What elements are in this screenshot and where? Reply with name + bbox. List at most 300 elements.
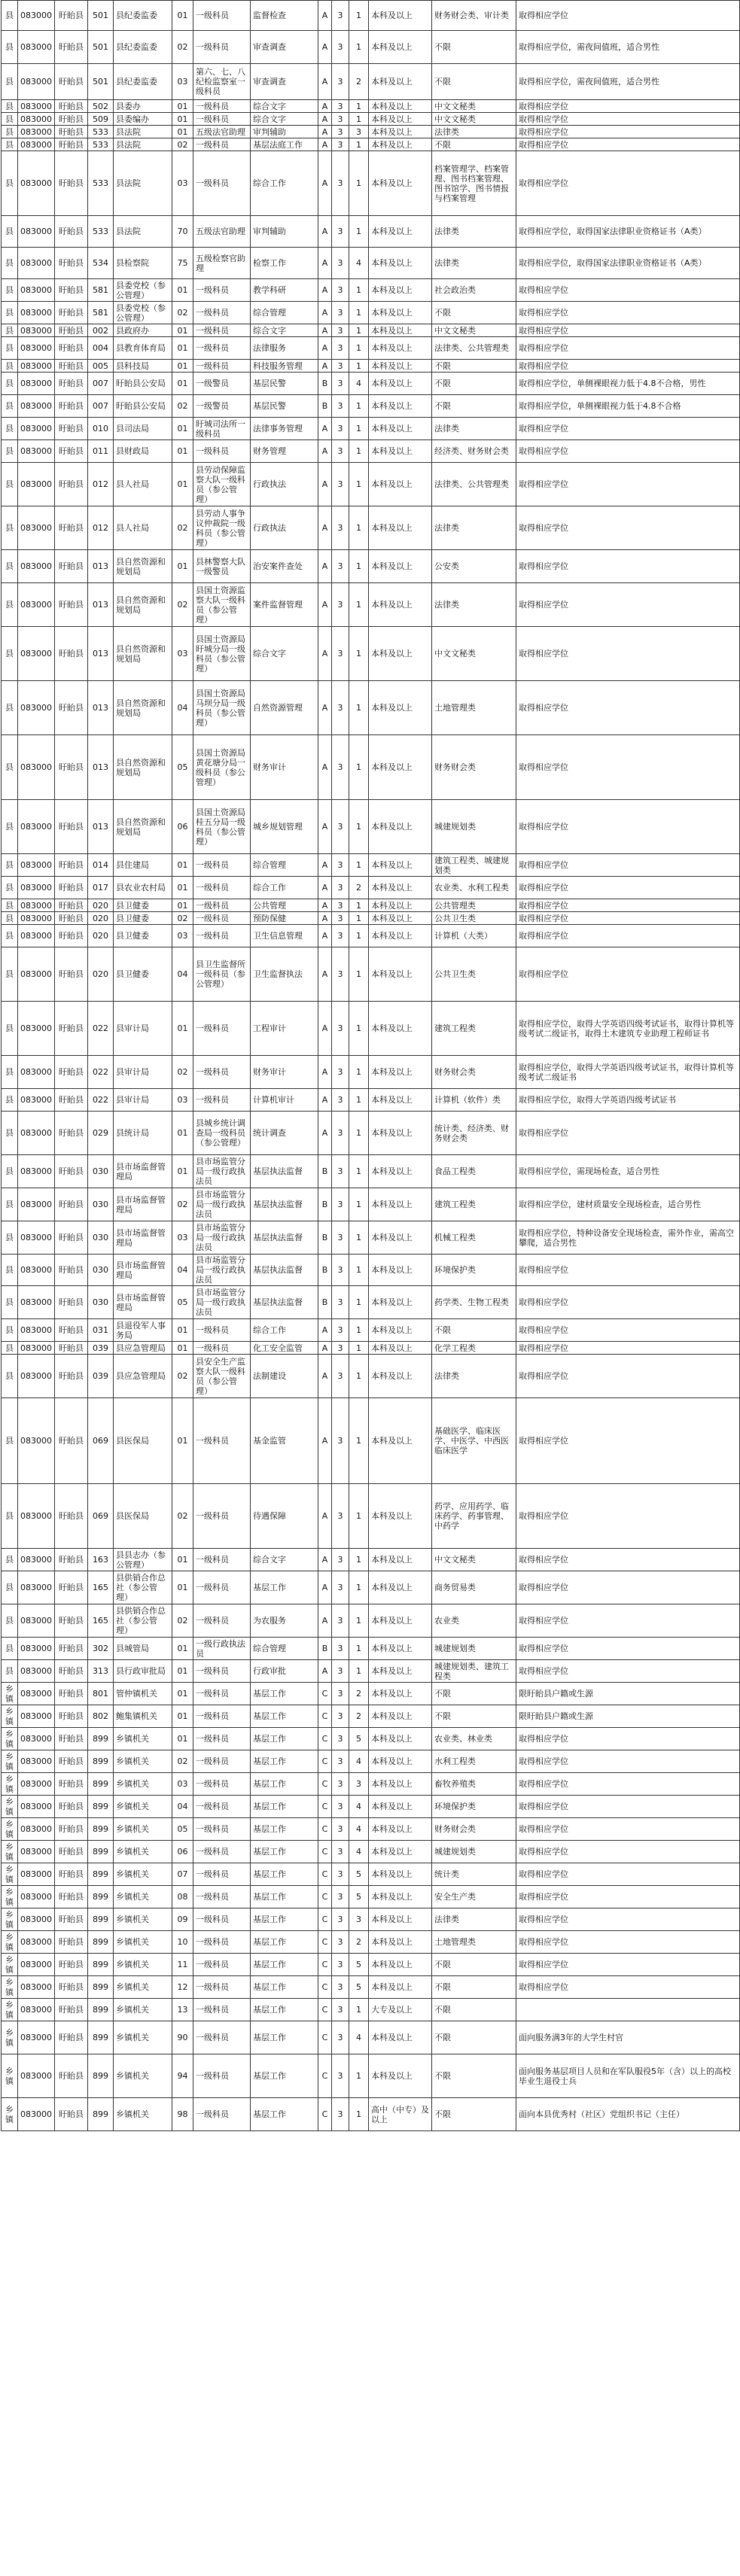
exam-category-cell: C — [318, 1931, 332, 1954]
dept-name-cell: 县医保局 — [114, 1398, 172, 1484]
level-cell: 县 — [2, 800, 18, 854]
level-cell: 县 — [2, 506, 18, 550]
exam-category-cell: C — [318, 1886, 332, 1908]
ratio-cell: 3 — [332, 583, 349, 627]
county-cell: 盱眙县 — [55, 64, 88, 100]
headcount-cell: 5 — [349, 1886, 369, 1908]
education-cell: 本科及以上 — [369, 395, 432, 418]
position-name-cell: 一级科员 — [193, 1604, 251, 1638]
table-body — [2, 1, 740, 2131]
region-code-cell: 083000 — [18, 854, 55, 877]
headcount-cell: 1 — [349, 418, 369, 440]
position-code-cell: 04 — [172, 1796, 193, 1818]
exam-category-cell: A — [318, 899, 332, 912]
dept-name-cell: 县市场监督管理局 — [114, 1155, 172, 1188]
education-cell: 本科及以上 — [369, 113, 432, 126]
position-name-cell: 一级科员 — [193, 2098, 251, 2131]
requirements-cell: 取得相应学位 — [516, 1818, 740, 1841]
major-cell: 不限 — [432, 64, 516, 100]
work-content-cell: 基层执法监督 — [251, 1286, 318, 1319]
dept-name-cell: 县市场监督管理局 — [114, 1255, 172, 1286]
ratio-cell: 3 — [332, 854, 349, 877]
table-row — [2, 877, 740, 899]
table-row — [2, 1863, 740, 1886]
ratio-cell: 3 — [332, 2021, 349, 2054]
level-cell: 县 — [2, 1221, 18, 1255]
region-code-cell: 083000 — [18, 1342, 55, 1355]
exam-category-cell: A — [318, 854, 332, 877]
dept-code-cell: 013 — [88, 583, 114, 627]
ratio-cell: 3 — [332, 1188, 349, 1221]
work-content-cell: 综合文字 — [251, 1549, 318, 1571]
position-name-cell: 县国土资源局马坝分局一级科员（参公管理） — [193, 681, 251, 735]
ratio-cell: 3 — [332, 1089, 349, 1112]
region-code-cell: 083000 — [18, 113, 55, 126]
dept-name-cell: 县供销合作总社（参公管理） — [114, 1604, 172, 1638]
ratio-cell: 3 — [332, 506, 349, 550]
requirements-cell: 取得相应学位，取得国家法律职业资格证书（A类） — [516, 216, 740, 248]
dept-name-cell: 县应急管理局 — [114, 1355, 172, 1398]
headcount-cell: 2 — [349, 1931, 369, 1954]
dept-name-cell: 县应急管理局 — [114, 1342, 172, 1355]
dept-name-cell: 县自然资源和规划局 — [114, 583, 172, 627]
dept-name-cell: 县供销合作总社（参公管理） — [114, 1571, 172, 1604]
exam-category-cell: A — [318, 126, 332, 138]
ratio-cell: 3 — [332, 64, 349, 100]
requirements-cell: 取得相应学位 — [516, 1660, 740, 1683]
position-name-cell: 一级科员 — [193, 1319, 251, 1342]
major-cell: 不限 — [432, 395, 516, 418]
position-code-cell: 01 — [172, 1398, 193, 1484]
level-cell: 乡镇 — [2, 2098, 18, 2131]
position-name-cell: 第六、七、八纪检监察室一级科员 — [193, 64, 251, 100]
dept-code-cell: 899 — [88, 1796, 114, 1818]
position-name-cell: 一级警员 — [193, 373, 251, 395]
table-row — [2, 1286, 740, 1319]
major-cell: 中文文秘类 — [432, 324, 516, 337]
position-code-cell: 01 — [172, 550, 193, 583]
requirements-cell: 取得相应学位，建材质量安全现场检查，适合男性 — [516, 1188, 740, 1221]
dept-code-cell: 899 — [88, 1954, 114, 1976]
major-cell: 不限 — [432, 373, 516, 395]
region-code-cell: 083000 — [18, 550, 55, 583]
work-content-cell: 综合管理 — [251, 302, 318, 324]
dept-code-cell: 501 — [88, 64, 114, 100]
work-content-cell: 预防保健 — [251, 912, 318, 925]
region-code-cell: 083000 — [18, 1355, 55, 1398]
requirements-cell: 取得相应学位 — [516, 1863, 740, 1886]
dept-code-cell: 014 — [88, 854, 114, 877]
county-cell: 盱眙县 — [55, 1841, 88, 1863]
ratio-cell: 3 — [332, 151, 349, 216]
table-row — [2, 899, 740, 912]
position-name-cell: 一级科员 — [193, 1, 251, 31]
headcount-cell: 1 — [349, 440, 369, 463]
county-cell: 盱眙县 — [55, 1571, 88, 1604]
headcount-cell: 1 — [349, 1188, 369, 1221]
dept-name-cell: 县科技局 — [114, 360, 172, 373]
requirements-cell: 取得相应学位，需夜间值班，适合男性 — [516, 31, 740, 64]
level-cell: 县 — [2, 1342, 18, 1355]
region-code-cell: 083000 — [18, 248, 55, 279]
dept-code-cell: 899 — [88, 1976, 114, 1999]
headcount-cell: 1 — [349, 1660, 369, 1683]
headcount-cell: 1 — [349, 1398, 369, 1484]
position-code-cell: 01 — [172, 1571, 193, 1604]
exam-category-cell: A — [318, 947, 332, 1002]
ratio-cell: 3 — [332, 1604, 349, 1638]
headcount-cell: 1 — [349, 151, 369, 216]
work-content-cell: 检察工作 — [251, 248, 318, 279]
position-name-cell: 一级科员 — [193, 925, 251, 947]
dept-name-cell: 乡镇机关 — [114, 1818, 172, 1841]
work-content-cell: 基层工作 — [251, 1683, 318, 1705]
requirements-cell: 限盱眙县户籍或生源 — [516, 1683, 740, 1705]
position-name-cell: 一级科员 — [193, 360, 251, 373]
requirements-cell: 取得相应学位 — [516, 1728, 740, 1750]
table-row — [2, 1002, 740, 1056]
region-code-cell: 083000 — [18, 899, 55, 912]
requirements-cell: 取得相应学位 — [516, 1886, 740, 1908]
major-cell: 畜牧养殖类 — [432, 1773, 516, 1796]
major-cell: 公共卫生类 — [432, 912, 516, 925]
requirements-cell: 取得相应学位 — [516, 324, 740, 337]
position-code-cell: 04 — [172, 681, 193, 735]
table-row — [2, 360, 740, 373]
requirements-cell: 面向本县优秀村（社区）党组织书记（主任） — [516, 2098, 740, 2131]
level-cell: 县 — [2, 1571, 18, 1604]
exam-category-cell: A — [318, 1484, 332, 1549]
exam-category-cell: C — [318, 2021, 332, 2054]
county-cell: 盱眙县 — [55, 1705, 88, 1728]
position-name-cell: 一级科员 — [193, 1841, 251, 1863]
county-cell: 盱眙县 — [55, 279, 88, 302]
level-cell: 乡镇 — [2, 1773, 18, 1796]
major-cell: 法律类 — [432, 418, 516, 440]
requirements-cell: 取得相应学位 — [516, 360, 740, 373]
position-code-cell: 03 — [172, 1221, 193, 1255]
level-cell: 县 — [2, 1255, 18, 1286]
level-cell: 县 — [2, 1188, 18, 1221]
work-content-cell: 基层工作 — [251, 1976, 318, 1999]
exam-category-cell: C — [318, 1999, 332, 2021]
exam-category-cell: B — [318, 1188, 332, 1221]
requirements-cell: 取得相应学位 — [516, 1549, 740, 1571]
exam-category-cell: A — [318, 912, 332, 925]
region-code-cell: 083000 — [18, 126, 55, 138]
position-name-cell: 一级科员 — [193, 1398, 251, 1484]
region-code-cell: 083000 — [18, 1841, 55, 1863]
table-row — [2, 248, 740, 279]
exam-category-cell: A — [318, 1342, 332, 1355]
county-cell: 盱眙县 — [55, 854, 88, 877]
ratio-cell: 3 — [332, 31, 349, 64]
region-code-cell: 083000 — [18, 1604, 55, 1638]
headcount-cell: 5 — [349, 1954, 369, 1976]
education-cell: 本科及以上 — [369, 64, 432, 100]
education-cell: 本科及以上 — [369, 1728, 432, 1750]
county-cell: 盱眙县 — [55, 1221, 88, 1255]
position-code-cell: 03 — [172, 1089, 193, 1112]
position-code-cell: 75 — [172, 248, 193, 279]
headcount-cell: 1 — [349, 337, 369, 360]
work-content-cell: 财务审计 — [251, 1056, 318, 1089]
headcount-cell: 1 — [349, 1286, 369, 1319]
dept-name-cell: 县城管局 — [114, 1638, 172, 1660]
headcount-cell: 3 — [349, 126, 369, 138]
requirements-cell: 取得相应学位，取得国家法律职业资格证书（A类） — [516, 248, 740, 279]
dept-name-cell: 县自然资源和规划局 — [114, 550, 172, 583]
dept-code-cell: 533 — [88, 151, 114, 216]
county-cell: 盱眙县 — [55, 248, 88, 279]
dept-name-cell: 乡镇机关 — [114, 1750, 172, 1773]
dept-name-cell: 县法院 — [114, 126, 172, 138]
requirements-cell: 面向服务满3年的大学生村官 — [516, 2021, 740, 2054]
level-cell: 县 — [2, 1, 18, 31]
position-code-cell: 01 — [172, 337, 193, 360]
exam-category-cell: C — [318, 1841, 332, 1863]
dept-code-cell: 022 — [88, 1089, 114, 1112]
level-cell: 县 — [2, 1002, 18, 1056]
county-cell: 盱眙县 — [55, 216, 88, 248]
major-cell: 环境保护类 — [432, 1796, 516, 1818]
ratio-cell: 3 — [332, 1221, 349, 1255]
headcount-cell: 1 — [349, 1319, 369, 1342]
region-code-cell: 083000 — [18, 1683, 55, 1705]
county-cell: 盱眙县 — [55, 877, 88, 899]
major-cell: 食品工程类 — [432, 1155, 516, 1188]
ratio-cell: 3 — [332, 1255, 349, 1286]
dept-name-cell: 县卫健委 — [114, 912, 172, 925]
education-cell: 本科及以上 — [369, 2054, 432, 2098]
ratio-cell: 3 — [332, 1549, 349, 1571]
dept-name-cell: 管仲镇机关 — [114, 1683, 172, 1705]
headcount-cell: 1 — [349, 1, 369, 31]
exam-category-cell: A — [318, 1002, 332, 1056]
level-cell: 乡镇 — [2, 1705, 18, 1728]
position-name-cell: 一级科员 — [193, 2054, 251, 2098]
position-code-cell: 01 — [172, 1549, 193, 1571]
dept-code-cell: 509 — [88, 113, 114, 126]
ratio-cell: 3 — [332, 1571, 349, 1604]
region-code-cell: 083000 — [18, 583, 55, 627]
position-name-cell: 五级法官助理 — [193, 216, 251, 248]
exam-category-cell: A — [318, 113, 332, 126]
ratio-cell: 3 — [332, 925, 349, 947]
dept-code-cell: 899 — [88, 1773, 114, 1796]
requirements-cell: 取得相应学位 — [516, 138, 740, 151]
level-cell: 乡镇 — [2, 1931, 18, 1954]
dept-code-cell: 069 — [88, 1484, 114, 1549]
work-content-cell: 教学科研 — [251, 279, 318, 302]
level-cell: 县 — [2, 440, 18, 463]
headcount-cell: 2 — [349, 1683, 369, 1705]
position-code-cell: 01 — [172, 1728, 193, 1750]
work-content-cell: 卫生信息管理 — [251, 925, 318, 947]
region-code-cell: 083000 — [18, 947, 55, 1002]
work-content-cell: 基层工作 — [251, 1728, 318, 1750]
work-content-cell: 综合文字 — [251, 113, 318, 126]
work-content-cell: 基层工作 — [251, 1705, 318, 1728]
ratio-cell: 3 — [332, 550, 349, 583]
table-row — [2, 1549, 740, 1571]
requirements-cell: 取得相应学位 — [516, 1773, 740, 1796]
work-content-cell: 基层执法监督 — [251, 1255, 318, 1286]
work-content-cell: 公共管理 — [251, 899, 318, 912]
county-cell: 盱眙县 — [55, 2021, 88, 2054]
level-cell: 县 — [2, 463, 18, 506]
county-cell: 盱眙县 — [55, 440, 88, 463]
headcount-cell: 1 — [349, 2098, 369, 2131]
table-row — [2, 1750, 740, 1773]
dept-code-cell: 899 — [88, 1841, 114, 1863]
county-cell: 盱眙县 — [55, 1750, 88, 1773]
county-cell: 盱眙县 — [55, 1188, 88, 1221]
education-cell: 本科及以上 — [369, 1660, 432, 1683]
requirements-cell: 取得相应学位 — [516, 947, 740, 1002]
ratio-cell: 3 — [332, 947, 349, 1002]
requirements-cell: 取得相应学位 — [516, 925, 740, 947]
exam-category-cell: C — [318, 1683, 332, 1705]
requirements-cell: 取得相应学位 — [516, 1841, 740, 1863]
work-content-cell: 化工安全监管 — [251, 1342, 318, 1355]
region-code-cell: 083000 — [18, 627, 55, 681]
table-row — [2, 800, 740, 854]
education-cell: 本科及以上 — [369, 1976, 432, 1999]
headcount-cell: 4 — [349, 1750, 369, 1773]
major-cell: 财务财会类 — [432, 1056, 516, 1089]
region-code-cell: 083000 — [18, 418, 55, 440]
work-content-cell: 行政执法 — [251, 463, 318, 506]
requirements-cell: 限盱眙县户籍或生源 — [516, 1705, 740, 1728]
ratio-cell: 3 — [332, 1818, 349, 1841]
work-content-cell: 基层工作 — [251, 1886, 318, 1908]
exam-category-cell: A — [318, 1660, 332, 1683]
position-code-cell: 01 — [172, 877, 193, 899]
education-cell: 本科及以上 — [369, 735, 432, 800]
position-name-cell: 一级科员 — [193, 113, 251, 126]
exam-category-cell: A — [318, 1089, 332, 1112]
dept-name-cell: 县委编办 — [114, 113, 172, 126]
major-cell: 不限 — [432, 360, 516, 373]
table-row — [2, 1683, 740, 1705]
dept-name-cell: 县教育体育局 — [114, 337, 172, 360]
dept-name-cell: 县市场监督管理局 — [114, 1286, 172, 1319]
position-name-cell: 一级科员 — [193, 302, 251, 324]
education-cell: 本科及以上 — [369, 1796, 432, 1818]
position-code-cell: 06 — [172, 1841, 193, 1863]
major-cell: 城建规划类 — [432, 800, 516, 854]
requirements-cell: 面向服务基层项目人员和在军队服役5年（含）以上的高校毕业生退役士兵 — [516, 2054, 740, 2098]
position-code-cell: 02 — [172, 1604, 193, 1638]
dept-code-cell: 302 — [88, 1638, 114, 1660]
dept-code-cell: 022 — [88, 1002, 114, 1056]
position-name-cell: 一级科员 — [193, 1728, 251, 1750]
position-name-cell: 县林警察大队一级警员 — [193, 550, 251, 583]
region-code-cell: 083000 — [18, 31, 55, 64]
level-cell: 县 — [2, 912, 18, 925]
position-name-cell: 一级科员 — [193, 1002, 251, 1056]
headcount-cell: 1 — [349, 279, 369, 302]
requirements-cell: 取得相应学位 — [516, 1750, 740, 1773]
education-cell: 本科及以上 — [369, 1089, 432, 1112]
dept-code-cell: 039 — [88, 1355, 114, 1398]
requirements-cell: 取得相应学位 — [516, 1286, 740, 1319]
work-content-cell: 基层法庭工作 — [251, 138, 318, 151]
level-cell: 县 — [2, 627, 18, 681]
position-code-cell: 94 — [172, 2054, 193, 2098]
education-cell: 本科及以上 — [369, 2021, 432, 2054]
dept-code-cell: 010 — [88, 418, 114, 440]
position-code-cell: 02 — [172, 1750, 193, 1773]
exam-category-cell: A — [318, 877, 332, 899]
table-row — [2, 1319, 740, 1342]
dept-name-cell: 县审计局 — [114, 1002, 172, 1056]
exam-category-cell: B — [318, 395, 332, 418]
position-code-cell: 90 — [172, 2021, 193, 2054]
table-row — [2, 1571, 740, 1604]
level-cell: 乡镇 — [2, 1999, 18, 2021]
ratio-cell: 3 — [332, 877, 349, 899]
dept-code-cell: 899 — [88, 2054, 114, 2098]
major-cell: 不限 — [432, 2054, 516, 2098]
level-cell: 县 — [2, 324, 18, 337]
region-code-cell: 083000 — [18, 373, 55, 395]
exam-category-cell: C — [318, 1796, 332, 1818]
level-cell: 乡镇 — [2, 1796, 18, 1818]
dept-code-cell: 163 — [88, 1549, 114, 1571]
county-cell: 盱眙县 — [55, 1484, 88, 1549]
exam-category-cell: A — [318, 627, 332, 681]
requirements-cell: 取得相应学位 — [516, 800, 740, 854]
major-cell: 中文文秘类 — [432, 113, 516, 126]
dept-name-cell: 县人社局 — [114, 506, 172, 550]
dept-name-cell: 县委党校（参公管理） — [114, 302, 172, 324]
position-name-cell: 一级科员 — [193, 1773, 251, 1796]
dept-code-cell: 013 — [88, 550, 114, 583]
education-cell: 本科及以上 — [369, 1286, 432, 1319]
requirements-cell: 取得相应学位 — [516, 1484, 740, 1549]
headcount-cell: 4 — [349, 373, 369, 395]
region-code-cell: 083000 — [18, 1398, 55, 1484]
dept-name-cell: 县退役军人事务局 — [114, 1319, 172, 1342]
position-code-cell: 01 — [172, 1, 193, 31]
education-cell: 本科及以上 — [369, 1954, 432, 1976]
requirements-cell: 取得相应学位，取得大学英语四级考试证书 — [516, 1089, 740, 1112]
work-content-cell: 基层执法监督 — [251, 1188, 318, 1221]
requirements-cell: 取得相应学位 — [516, 1571, 740, 1604]
work-content-cell: 为农服务 — [251, 1604, 318, 1638]
dept-code-cell: 502 — [88, 100, 114, 113]
table-row — [2, 947, 740, 1002]
exam-category-cell: A — [318, 681, 332, 735]
dept-code-cell: 007 — [88, 373, 114, 395]
region-code-cell: 083000 — [18, 1796, 55, 1818]
requirements-cell: 取得相应学位，单侧裸眼视力低于4.8不合格，男性 — [516, 373, 740, 395]
table-row — [2, 1638, 740, 1660]
table-row — [2, 1155, 740, 1188]
region-code-cell: 083000 — [18, 1188, 55, 1221]
major-cell: 城建规划类 — [432, 1638, 516, 1660]
region-code-cell: 083000 — [18, 1056, 55, 1089]
position-code-cell: 70 — [172, 216, 193, 248]
position-code-cell: 03 — [172, 627, 193, 681]
major-cell: 法律类 — [432, 126, 516, 138]
position-name-cell: 一级科员 — [193, 100, 251, 113]
position-code-cell: 01 — [172, 100, 193, 113]
position-code-cell: 02 — [172, 1056, 193, 1089]
ratio-cell: 3 — [332, 440, 349, 463]
